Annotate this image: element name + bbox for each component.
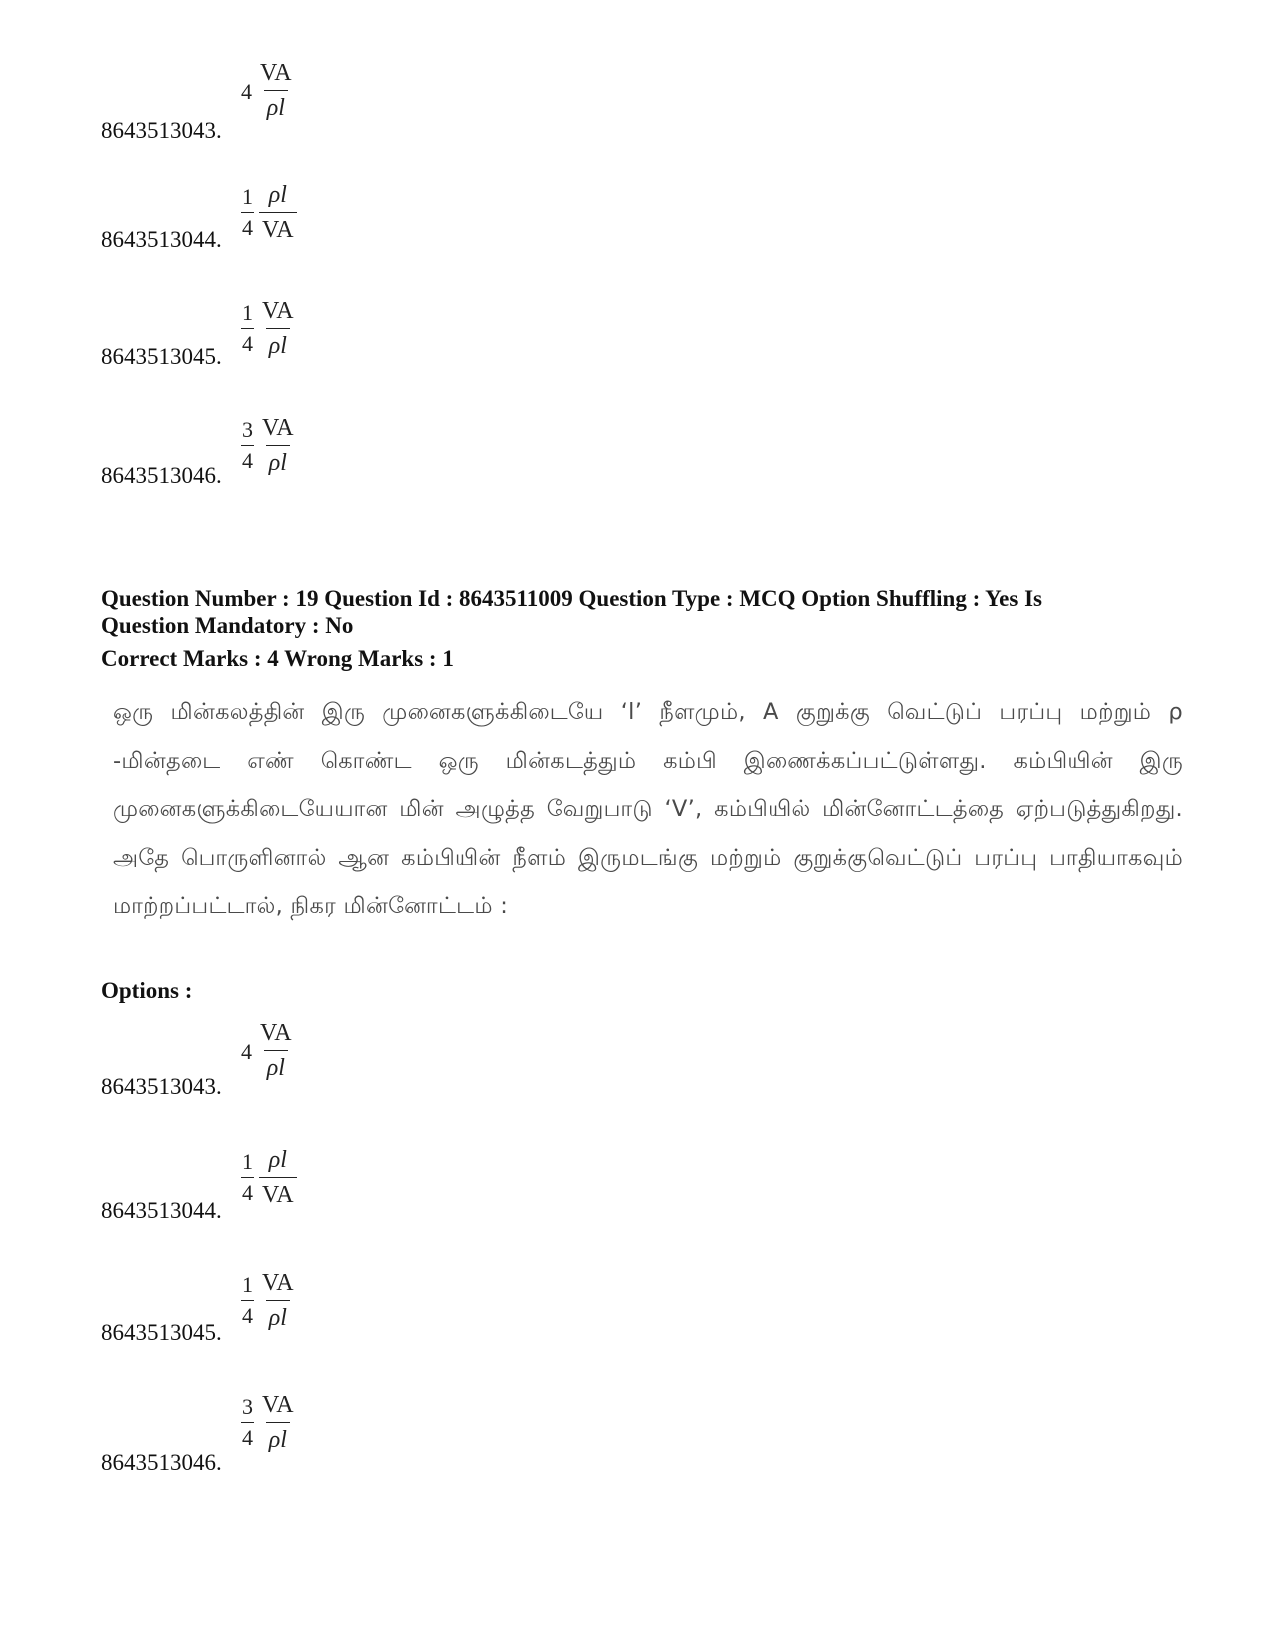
coefficient: 4 — [241, 78, 252, 104]
numerator: VA — [262, 298, 294, 324]
question-text: ஒரு மின்கலத்தின் இரு முனைகளுக்கிடையே ‘l’ நீளமும், A குறுக்கு வெட்டுப் பரப்பு மற்றும் ρ -மின்தடை எண் கொண்ட ஒரு மின்கடத்தும் கம்பி இணைக்கப்பட்டுள்ளது. கம்பியின் இரு முனைகளுக்கிடையேயான மின் அழுத்த வேறுபாடு ‘V’, கம்பியில் மின்னோட்டத்தை ஏற்படுத்துகிறது. அதே பொருளினால் ஆன கம்பியின் நீளம் இருமடங்கு மற்றும் குறுக்குவெட்டுப் பரப்பு பாதியாகவும் மாற்றப்பட்டால், நிகர மின்னோட்டம் : — [113, 699, 1183, 919]
fraction — [259, 1390, 297, 1455]
option-id: 8643513044. — [101, 227, 222, 252]
denominator: VA — [259, 212, 297, 245]
formula — [241, 413, 297, 478]
numerator: VA — [262, 415, 294, 441]
numerator: VA — [260, 1020, 292, 1046]
denominator: ρl — [266, 1300, 290, 1333]
coef-numerator: 1 — [242, 1272, 253, 1297]
coef-numerator: 3 — [242, 1394, 253, 1419]
option-id: 8643513046. — [101, 463, 222, 488]
numerator: VA — [262, 1392, 294, 1418]
formula — [241, 296, 297, 361]
fraction-coefficient — [241, 182, 254, 243]
option-3 — [0, 1226, 1275, 1346]
option-id: 8643513043. — [101, 118, 222, 143]
formula — [241, 180, 297, 245]
fraction — [259, 413, 297, 478]
fraction — [259, 1268, 297, 1333]
option-id: 8643513046. — [101, 1450, 222, 1475]
coef-denominator: 4 — [241, 1422, 254, 1453]
question-meta-line-1: Question Number : 19 Question Id : 8643511009 Question Type : MCQ Option Shuffling : Yes Is — [101, 586, 1042, 611]
coef-numerator: 1 — [242, 184, 253, 209]
coef-denominator: 4 — [241, 1300, 254, 1331]
fraction — [259, 180, 297, 245]
prev-option-1 — [0, 24, 1275, 144]
denominator: ρl — [264, 1050, 288, 1083]
option-1 — [0, 980, 1275, 1100]
fraction — [259, 1145, 297, 1210]
denominator: ρl — [264, 90, 288, 123]
question-meta-line-2: Question Mandatory : No — [101, 613, 354, 638]
option-2 — [0, 1104, 1275, 1224]
coef-denominator: 4 — [241, 445, 254, 476]
fraction-coefficient — [241, 1147, 254, 1208]
formula — [241, 1390, 297, 1455]
fraction-coefficient — [241, 1270, 254, 1331]
fraction — [259, 296, 297, 361]
denominator: VA — [259, 1177, 297, 1210]
option-id: 8643513045. — [101, 344, 222, 369]
option-id: 8643513044. — [101, 1198, 222, 1223]
prev-option-3 — [0, 250, 1275, 370]
denominator: ρl — [266, 328, 290, 361]
marks-line: Correct Marks : 4 Wrong Marks : 1 — [101, 646, 454, 671]
numerator: VA — [262, 1270, 294, 1296]
formula — [241, 1018, 295, 1083]
denominator: ρl — [266, 445, 290, 478]
prev-option-2 — [0, 133, 1275, 253]
option-id: 8643513043. — [101, 1074, 222, 1099]
coef-denominator: 4 — [241, 328, 254, 359]
numerator: ρl — [268, 182, 287, 208]
prev-option-4 — [0, 369, 1275, 489]
fraction-coefficient — [241, 298, 254, 359]
fraction — [257, 58, 295, 123]
formula — [241, 58, 295, 123]
coef-numerator: 1 — [242, 1149, 253, 1174]
numerator: ρl — [268, 1147, 287, 1173]
options-label: Options : — [101, 978, 193, 1003]
numerator: VA — [260, 60, 292, 86]
formula — [241, 1145, 297, 1210]
coef-denominator: 4 — [241, 212, 254, 243]
option-id: 8643513045. — [101, 1320, 222, 1345]
fraction — [257, 1018, 295, 1083]
formula — [241, 1268, 297, 1333]
coefficient: 4 — [241, 1038, 252, 1064]
coef-numerator: 1 — [242, 300, 253, 325]
fraction-coefficient — [241, 415, 254, 476]
coef-denominator: 4 — [241, 1177, 254, 1208]
denominator: ρl — [266, 1422, 290, 1455]
coef-numerator: 3 — [242, 417, 253, 442]
question-header — [101, 585, 1131, 672]
option-4 — [0, 1356, 1275, 1476]
fraction-coefficient — [241, 1392, 254, 1453]
